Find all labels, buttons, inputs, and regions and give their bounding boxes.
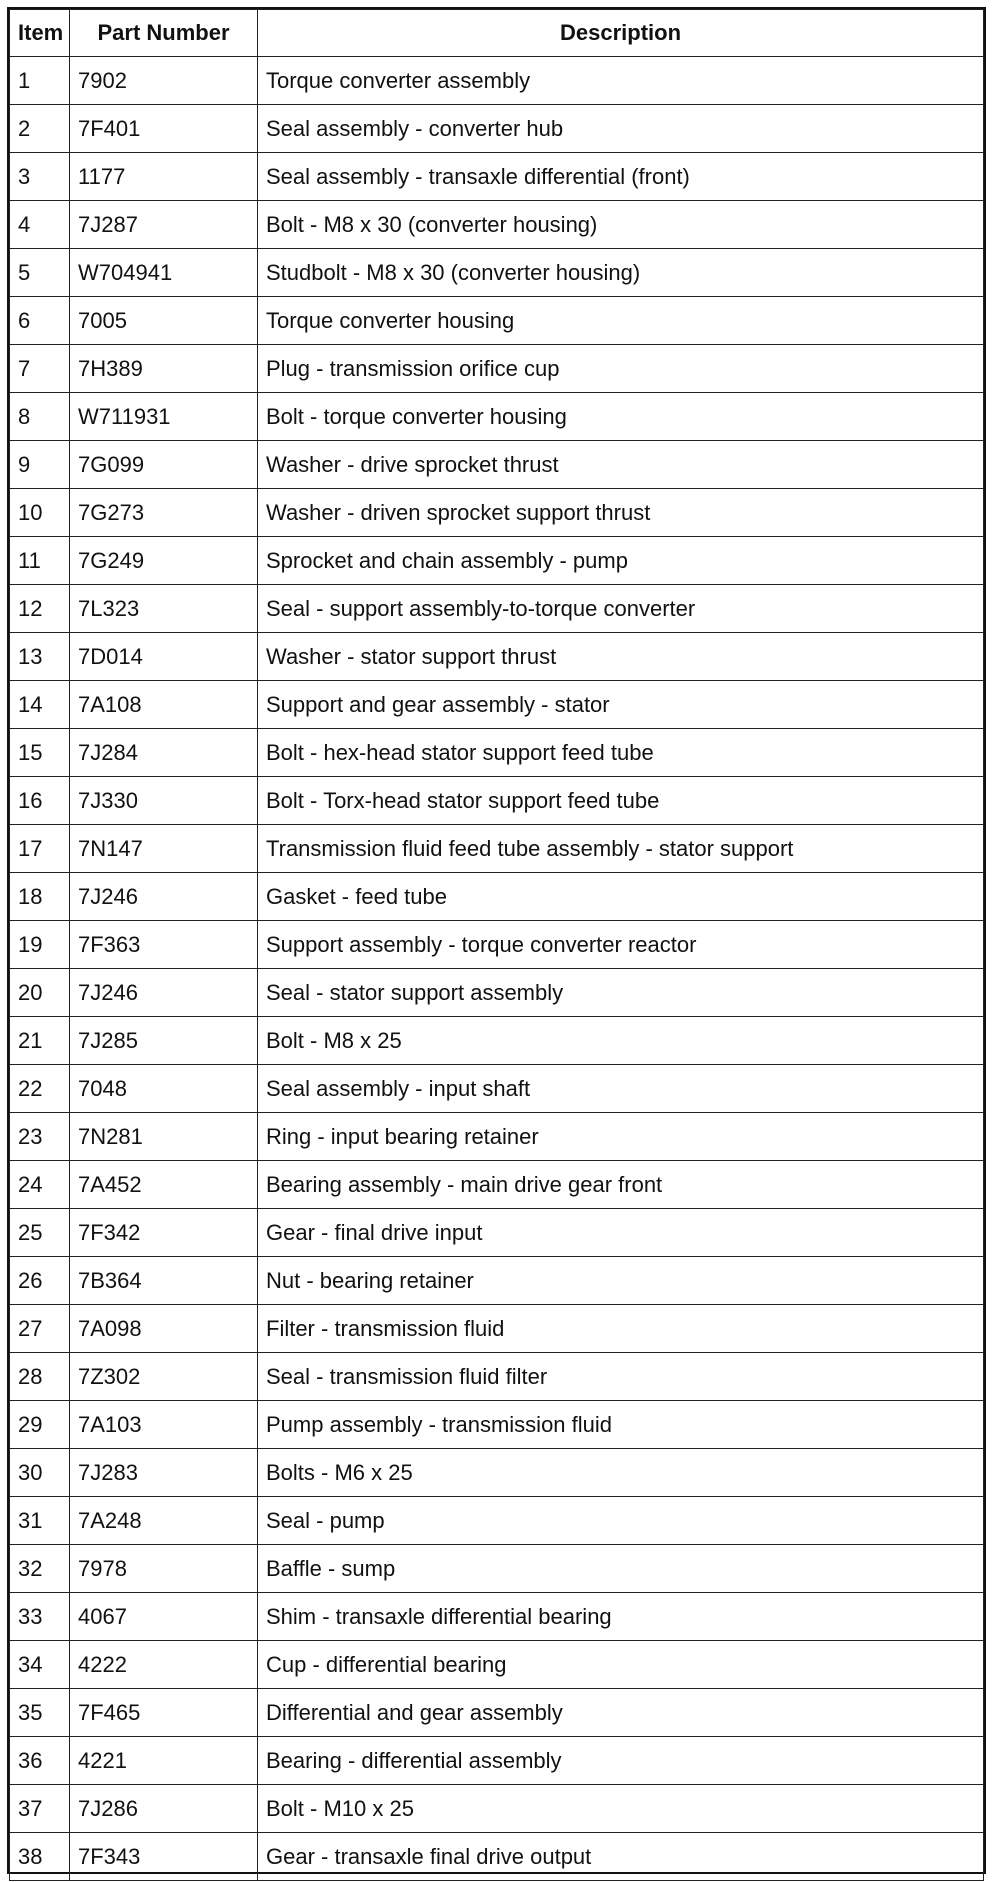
part-number-cell: 7J287: [70, 201, 258, 249]
part-number-cell: 7F401: [70, 105, 258, 153]
part-number-cell: 7D014: [70, 633, 258, 681]
table-row: [10, 1257, 984, 1305]
item-cell: 1: [10, 57, 70, 105]
description-cell: Differential and gear assembly: [258, 1689, 984, 1737]
item-cell: 11: [10, 537, 70, 585]
item-cell: 31: [10, 1497, 70, 1545]
item-cell: 28: [10, 1353, 70, 1401]
table-row: [10, 1833, 984, 1881]
description-cell: Seal assembly - transaxle differential (front): [258, 153, 984, 201]
item-cell: 4: [10, 201, 70, 249]
table-row: [10, 873, 984, 921]
description-cell: Plug - transmission orifice cup: [258, 345, 984, 393]
description-cell: Gear - final drive input: [258, 1209, 984, 1257]
parts-table-body: [10, 57, 984, 1881]
description-cell: Studbolt - M8 x 30 (converter housing): [258, 249, 984, 297]
parts-list-sheet: [7, 7, 986, 1874]
part-number-cell: 7F342: [70, 1209, 258, 1257]
part-number-cell: 7J283: [70, 1449, 258, 1497]
part-number-cell: 4222: [70, 1641, 258, 1689]
description-cell: Ring - input bearing retainer: [258, 1113, 984, 1161]
part-number-cell: 7A108: [70, 681, 258, 729]
item-cell: 35: [10, 1689, 70, 1737]
item-cell: 2: [10, 105, 70, 153]
description-cell: Baffle - sump: [258, 1545, 984, 1593]
header-row: [10, 10, 984, 57]
part-number-cell: 7N281: [70, 1113, 258, 1161]
item-cell: 36: [10, 1737, 70, 1785]
table-row: [10, 1209, 984, 1257]
item-cell: 23: [10, 1113, 70, 1161]
table-row: [10, 441, 984, 489]
table-row: [10, 345, 984, 393]
item-cell: 33: [10, 1593, 70, 1641]
item-cell: 15: [10, 729, 70, 777]
table-row: [10, 1017, 984, 1065]
description-cell: Bolt - M8 x 30 (converter housing): [258, 201, 984, 249]
part-number-cell: 7N147: [70, 825, 258, 873]
description-cell: Washer - driven sprocket support thrust: [258, 489, 984, 537]
part-number-cell: 7A248: [70, 1497, 258, 1545]
description-cell: Bolt - hex-head stator support feed tube: [258, 729, 984, 777]
item-cell: 10: [10, 489, 70, 537]
part-number-cell: 7A103: [70, 1401, 258, 1449]
description-cell: Bearing - differential assembly: [258, 1737, 984, 1785]
part-number-cell: 4221: [70, 1737, 258, 1785]
table-row: [10, 105, 984, 153]
item-cell: 38: [10, 1833, 70, 1881]
description-cell: Seal assembly - converter hub: [258, 105, 984, 153]
table-row: [10, 1497, 984, 1545]
part-number-cell: 7978: [70, 1545, 258, 1593]
description-cell: Seal - support assembly-to-torque converter: [258, 585, 984, 633]
item-cell: 12: [10, 585, 70, 633]
part-number-cell: 7F363: [70, 921, 258, 969]
table-row: [10, 1737, 984, 1785]
table-row: [10, 777, 984, 825]
table-row: [10, 537, 984, 585]
description-cell: Torque converter housing: [258, 297, 984, 345]
description-cell: Sprocket and chain assembly - pump: [258, 537, 984, 585]
part-number-cell: 7J285: [70, 1017, 258, 1065]
description-cell: Seal - pump: [258, 1497, 984, 1545]
description-cell: Support assembly - torque converter reactor: [258, 921, 984, 969]
part-number-cell: 7H389: [70, 345, 258, 393]
table-row: [10, 1113, 984, 1161]
table-row: [10, 1641, 984, 1689]
item-cell: 21: [10, 1017, 70, 1065]
parts-table-header: [10, 10, 984, 57]
table-row: [10, 153, 984, 201]
part-number-cell: 1177: [70, 153, 258, 201]
part-number-cell: 7J246: [70, 969, 258, 1017]
description-cell: Seal assembly - input shaft: [258, 1065, 984, 1113]
description-cell: Seal - transmission fluid filter: [258, 1353, 984, 1401]
description-cell: Seal - stator support assembly: [258, 969, 984, 1017]
column-header-part-number: Part Number: [70, 10, 258, 57]
table-row: [10, 921, 984, 969]
description-cell: Bolt - Torx-head stator support feed tube: [258, 777, 984, 825]
part-number-cell: 7B364: [70, 1257, 258, 1305]
item-cell: 20: [10, 969, 70, 1017]
part-number-cell: 4067: [70, 1593, 258, 1641]
table-row: [10, 1401, 984, 1449]
description-cell: Nut - bearing retainer: [258, 1257, 984, 1305]
table-row: [10, 1353, 984, 1401]
item-cell: 9: [10, 441, 70, 489]
part-number-cell: 7L323: [70, 585, 258, 633]
item-cell: 37: [10, 1785, 70, 1833]
part-number-cell: 7G249: [70, 537, 258, 585]
description-cell: Gasket - feed tube: [258, 873, 984, 921]
table-row: [10, 1785, 984, 1833]
part-number-cell: 7048: [70, 1065, 258, 1113]
table-row: [10, 633, 984, 681]
table-row: [10, 681, 984, 729]
part-number-cell: 7G099: [70, 441, 258, 489]
table-row: [10, 1449, 984, 1497]
table-row: [10, 969, 984, 1017]
item-cell: 22: [10, 1065, 70, 1113]
description-cell: Bolt - M8 x 25: [258, 1017, 984, 1065]
description-cell: Filter - transmission fluid: [258, 1305, 984, 1353]
table-row: [10, 1545, 984, 1593]
description-cell: Cup - differential bearing: [258, 1641, 984, 1689]
part-number-cell: W704941: [70, 249, 258, 297]
part-number-cell: W711931: [70, 393, 258, 441]
item-cell: 13: [10, 633, 70, 681]
item-cell: 27: [10, 1305, 70, 1353]
part-number-cell: 7A452: [70, 1161, 258, 1209]
table-row: [10, 825, 984, 873]
item-cell: 30: [10, 1449, 70, 1497]
table-row: [10, 57, 984, 105]
table-row: [10, 1689, 984, 1737]
description-cell: Bearing assembly - main drive gear front: [258, 1161, 984, 1209]
description-cell: Transmission fluid feed tube assembly - stator support: [258, 825, 984, 873]
part-number-cell: 7F465: [70, 1689, 258, 1737]
part-number-cell: 7G273: [70, 489, 258, 537]
item-cell: 17: [10, 825, 70, 873]
table-row: [10, 201, 984, 249]
table-row: [10, 1593, 984, 1641]
item-cell: 24: [10, 1161, 70, 1209]
item-cell: 6: [10, 297, 70, 345]
table-row: [10, 297, 984, 345]
part-number-cell: 7Z302: [70, 1353, 258, 1401]
description-cell: Pump assembly - transmission fluid: [258, 1401, 984, 1449]
description-cell: Torque converter assembly: [258, 57, 984, 105]
table-row: [10, 585, 984, 633]
part-number-cell: 7005: [70, 297, 258, 345]
description-cell: Bolts - M6 x 25: [258, 1449, 984, 1497]
part-number-cell: 7J330: [70, 777, 258, 825]
item-cell: 32: [10, 1545, 70, 1593]
part-number-cell: 7F343: [70, 1833, 258, 1881]
column-header-description: Description: [258, 10, 984, 57]
description-cell: Bolt - M10 x 25: [258, 1785, 984, 1833]
item-cell: 34: [10, 1641, 70, 1689]
table-row: [10, 489, 984, 537]
table-row: [10, 1161, 984, 1209]
item-cell: 14: [10, 681, 70, 729]
table-row: [10, 1065, 984, 1113]
description-cell: Support and gear assembly - stator: [258, 681, 984, 729]
item-cell: 7: [10, 345, 70, 393]
parts-table: [9, 9, 984, 1881]
description-cell: Washer - stator support thrust: [258, 633, 984, 681]
part-number-cell: 7J284: [70, 729, 258, 777]
part-number-cell: 7J246: [70, 873, 258, 921]
item-cell: 5: [10, 249, 70, 297]
part-number-cell: 7J286: [70, 1785, 258, 1833]
item-cell: 29: [10, 1401, 70, 1449]
description-cell: Washer - drive sprocket thrust: [258, 441, 984, 489]
description-cell: Gear - transaxle final drive output: [258, 1833, 984, 1881]
table-row: [10, 1305, 984, 1353]
part-number-cell: 7902: [70, 57, 258, 105]
item-cell: 19: [10, 921, 70, 969]
description-cell: Shim - transaxle differential bearing: [258, 1593, 984, 1641]
item-cell: 25: [10, 1209, 70, 1257]
item-cell: 18: [10, 873, 70, 921]
part-number-cell: 7A098: [70, 1305, 258, 1353]
item-cell: 16: [10, 777, 70, 825]
description-cell: Bolt - torque converter housing: [258, 393, 984, 441]
column-header-item: Item: [10, 10, 70, 57]
item-cell: 3: [10, 153, 70, 201]
table-row: [10, 729, 984, 777]
table-row: [10, 393, 984, 441]
item-cell: 8: [10, 393, 70, 441]
item-cell: 26: [10, 1257, 70, 1305]
table-row: [10, 249, 984, 297]
